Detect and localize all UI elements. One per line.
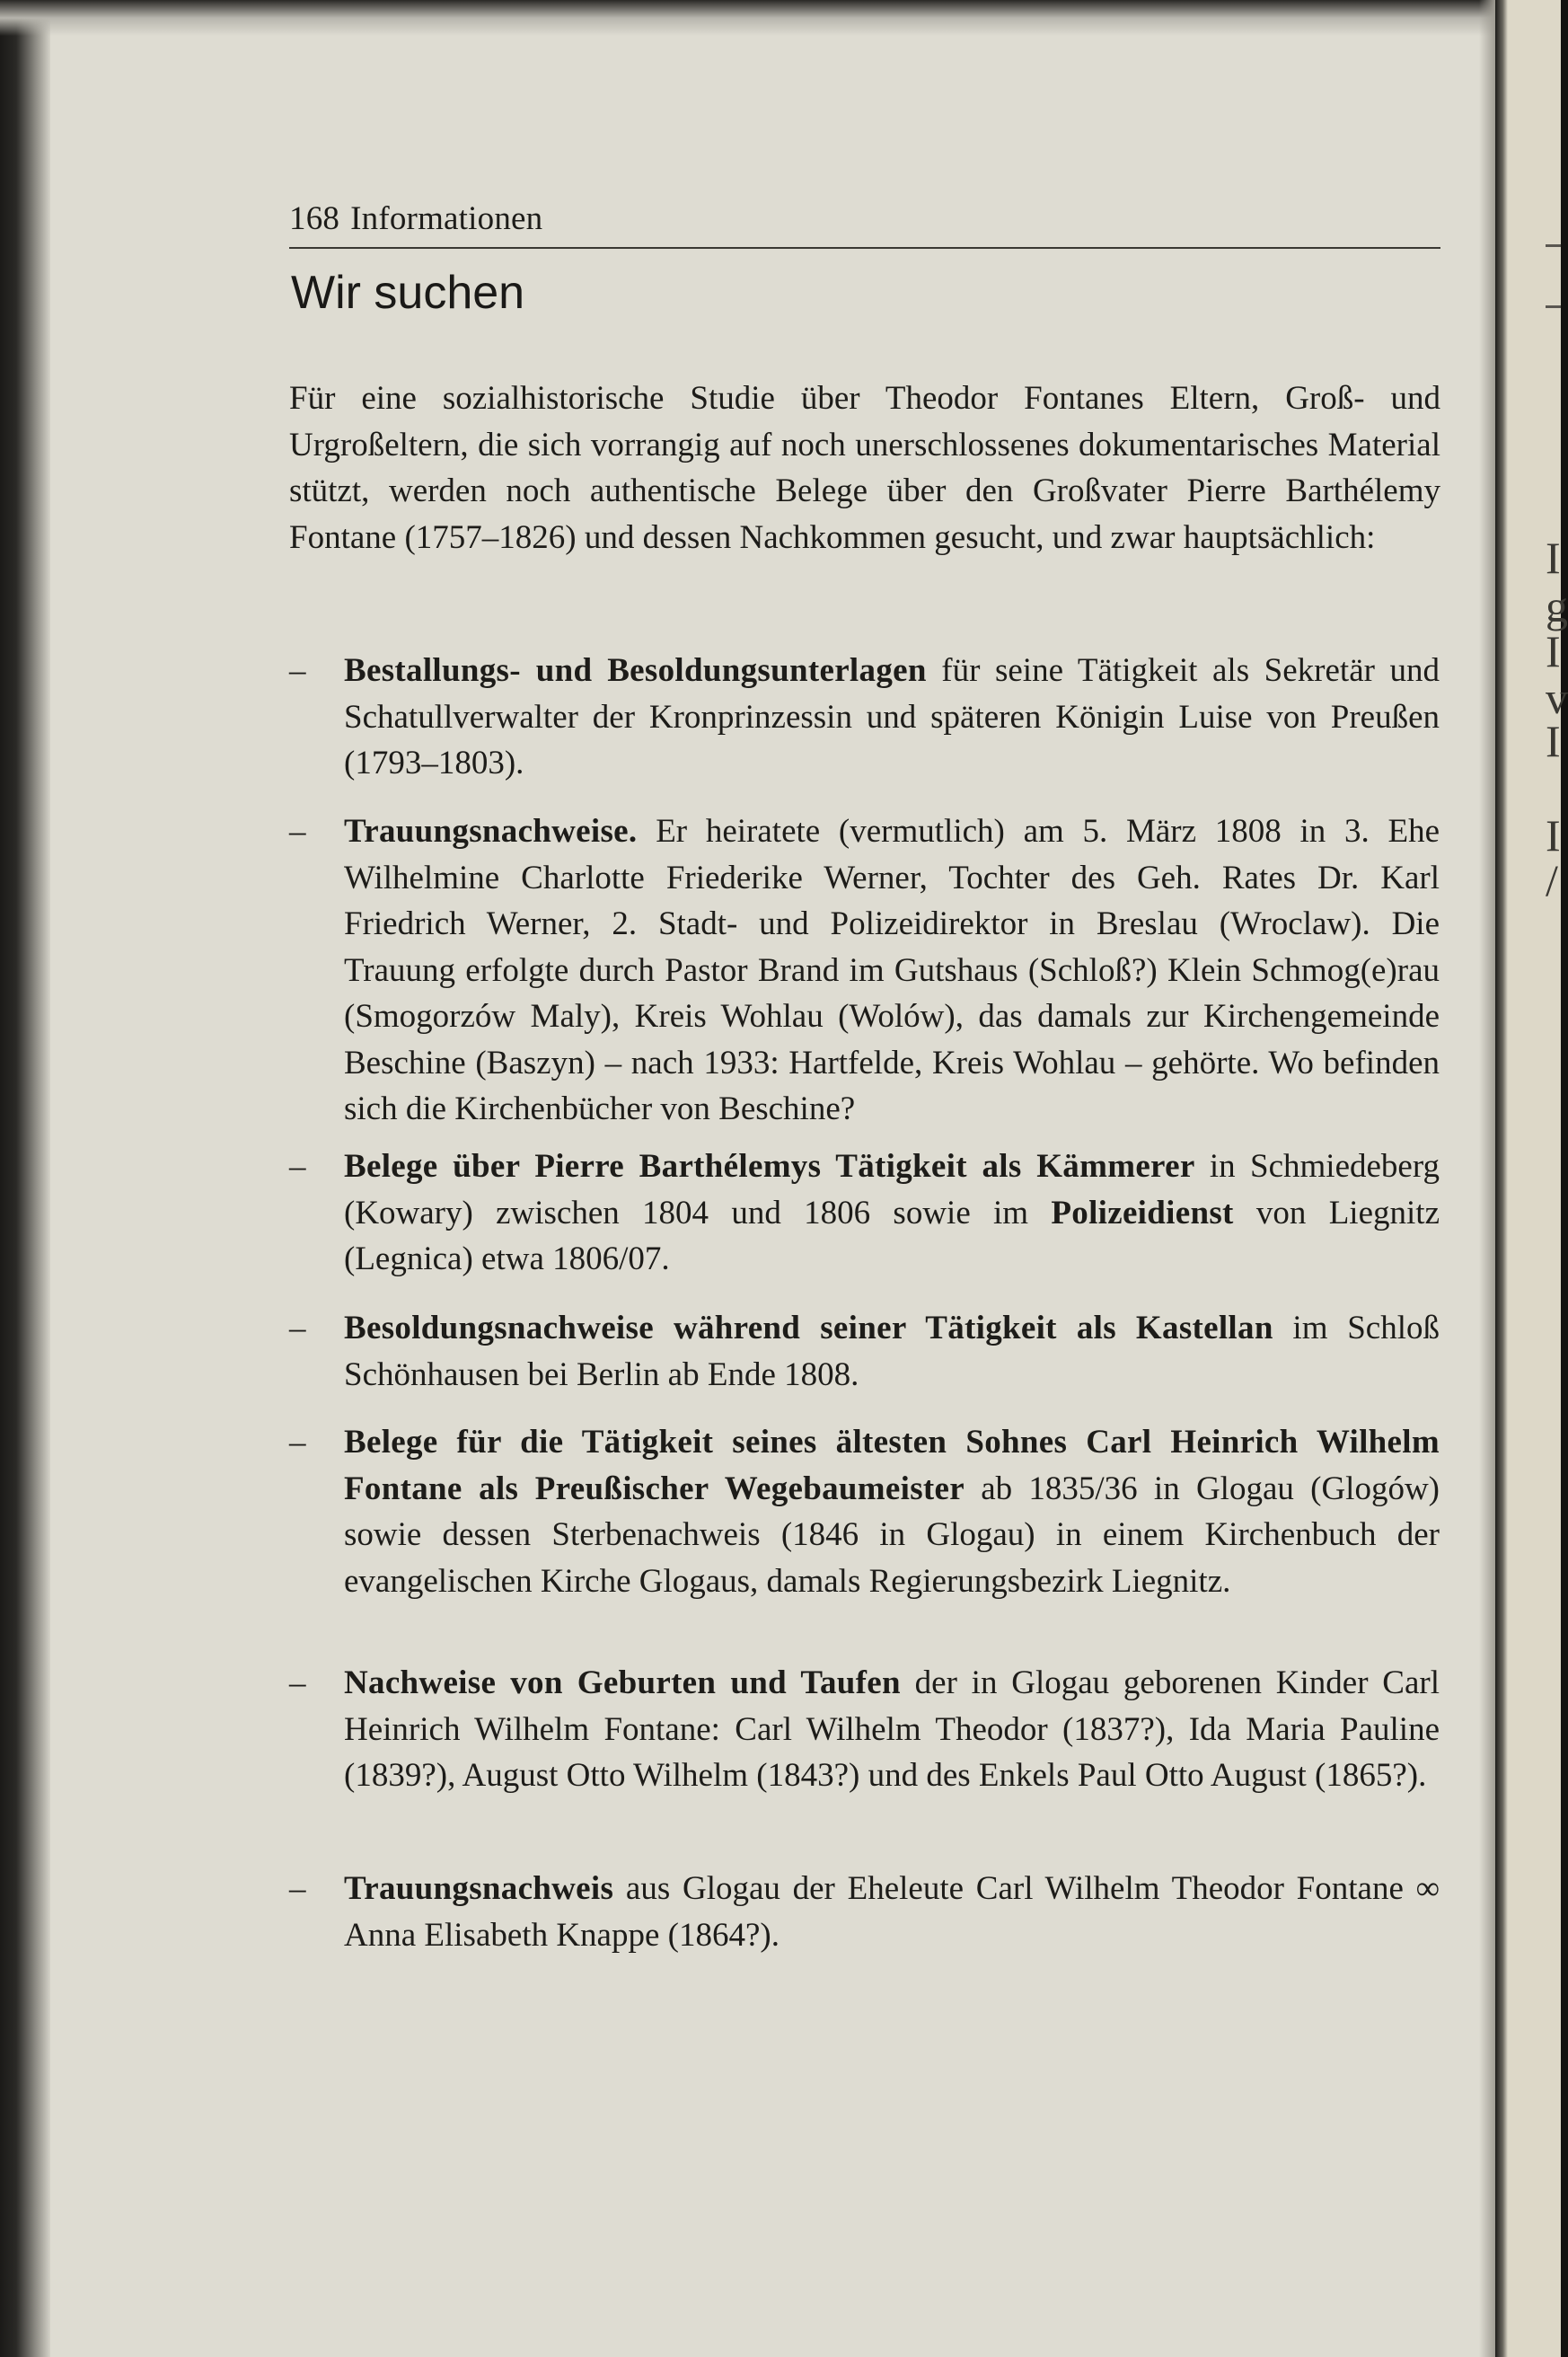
item-bold: Besoldungsnachweise während seiner Tätigkeit als Kastellan bbox=[344, 1310, 1273, 1346]
list-item-body bbox=[344, 648, 1440, 787]
facing-letter: v bbox=[1546, 673, 1568, 723]
header-rule bbox=[289, 247, 1440, 249]
intro-paragraph: Für eine sozialhistorische Studie über Theodor Fontanes Eltern, Groß- und Urgroßeltern, die sich vorrangig auf noch unerschlossenes dokumentarisches Material stützt, werden noch authentische Belege über den Großvater Pierre Barthélemy Fontane (1757–1826) und dessen Nachkommen gesucht, und zwar hauptsächlich: bbox=[289, 380, 1440, 556]
top-edge-shadow bbox=[0, 0, 1495, 36]
list-item-body bbox=[344, 1305, 1440, 1398]
facing-letter: I bbox=[1546, 810, 1561, 861]
facing-gutter-shadow bbox=[1495, 0, 1508, 2357]
page-number: 168 bbox=[289, 200, 340, 237]
list-item-body bbox=[344, 1419, 1440, 1604]
list-item-body bbox=[344, 1866, 1440, 1958]
item-text: aus Glogau der Eheleute Carl Wilhelm Theodor Fontane ∞ Anna Elisabeth Knappe (1864?). bbox=[344, 1870, 1440, 1954]
list-item-body bbox=[344, 808, 1440, 1133]
item-bold: Nachweise von Geburten und Taufen bbox=[344, 1664, 901, 1701]
item-bold: Trauungsnachweis bbox=[344, 1870, 614, 1907]
item-bold: Belege über Pierre Barthélemys Tätigkeit als Kämmerer bbox=[344, 1148, 1195, 1185]
item-text: im Schloß Schönhausen bei Berlin ab Ende 1808. bbox=[344, 1310, 1440, 1393]
list-dash: – bbox=[289, 1310, 306, 1346]
section-title: Informationen bbox=[350, 200, 543, 237]
item-text: Er heiratete (vermutlich) am 5. März 1808 in 3. Ehe Wilhelmine Charlotte Friederike Werner, Tochter des Geh. Rates Dr. Karl Friedrich Werner, 2. Stadt- und Polizeidirektor in Breslau (Wroclaw). Die Trauung erfolgte durch Pastor Brand im Gutshaus (Schloß?) Klein Schmog(e)rau (Smogorzów Maly), Kreis Wohlau (Wolów), das damals zur Kirchengemeinde Beschine (Baszyn) – nach 1933: Hartfelde, Kreis Wohlau – gehörte. Wo befinden sich die Kirchenbücher von Beschine? bbox=[344, 813, 1440, 1127]
item-bold: Bestallungs- und Besoldungsunterlagen bbox=[344, 652, 927, 689]
list-dash: – bbox=[289, 1664, 306, 1701]
list-item-body bbox=[344, 1143, 1440, 1283]
facing-letter: g bbox=[1546, 581, 1568, 631]
right-edge-shadow bbox=[1479, 0, 1495, 2357]
list-dash: – bbox=[289, 1424, 306, 1461]
list-item-body bbox=[344, 1660, 1440, 1799]
page-title: Wir suchen bbox=[291, 267, 525, 319]
running-head bbox=[289, 199, 542, 238]
list-dash: – bbox=[289, 1870, 306, 1907]
item-text: für seine Tätigkeit als Sekretär und Schatullverwalter der Kronprinzessin und späteren Königin Luise von Preußen (1793–1803). bbox=[344, 652, 1440, 781]
list-dash: – bbox=[289, 813, 306, 850]
item-bold: Trauungsnachweise. bbox=[344, 813, 638, 850]
facing-page-edge bbox=[1495, 0, 1568, 2357]
item-text-2: von Liegnitz (Legnica) etwa 1806/07. bbox=[344, 1194, 1440, 1277]
item-text: ab 1835/36 in Glogau (Glogów) sowie dessen Sterbenachweis (1846 in Glogau) in einem Kirchenbuch der evangelischen Kirche Glogaus, damals Regierungsbezirk Liegnitz. bbox=[344, 1470, 1440, 1600]
facing-letter: / bbox=[1546, 855, 1558, 905]
facing-letter: I bbox=[1546, 716, 1561, 766]
facing-letter: I bbox=[1546, 533, 1561, 583]
list-dash: – bbox=[289, 1148, 306, 1185]
item-text: in Schmiedeberg (Kowary) zwischen 1804 und 1806 sowie im bbox=[344, 1148, 1440, 1231]
item-text: der in Glogau geborenen Kinder Carl Heinrich Wilhelm Fontane: Carl Wilhelm Theodor (1837?), Ida Maria Pauline (1839?), August Otto Wilhelm (1843?) und des Enkels Paul Otto August (1865?). bbox=[344, 1664, 1440, 1794]
item-bold-2: Polizeidienst bbox=[1051, 1194, 1234, 1231]
binding-shadow bbox=[0, 0, 50, 2357]
facing-rule-fragment bbox=[1546, 305, 1561, 308]
item-bold: Belege für die Tätigkeit seines ältesten Sohnes Carl Heinrich Wilhelm Fontane als Preußischer Wegebaumeister bbox=[344, 1424, 1440, 1507]
facing-rule-fragment bbox=[1546, 244, 1561, 247]
list-dash: – bbox=[289, 652, 306, 689]
facing-letter: I bbox=[1546, 626, 1561, 676]
